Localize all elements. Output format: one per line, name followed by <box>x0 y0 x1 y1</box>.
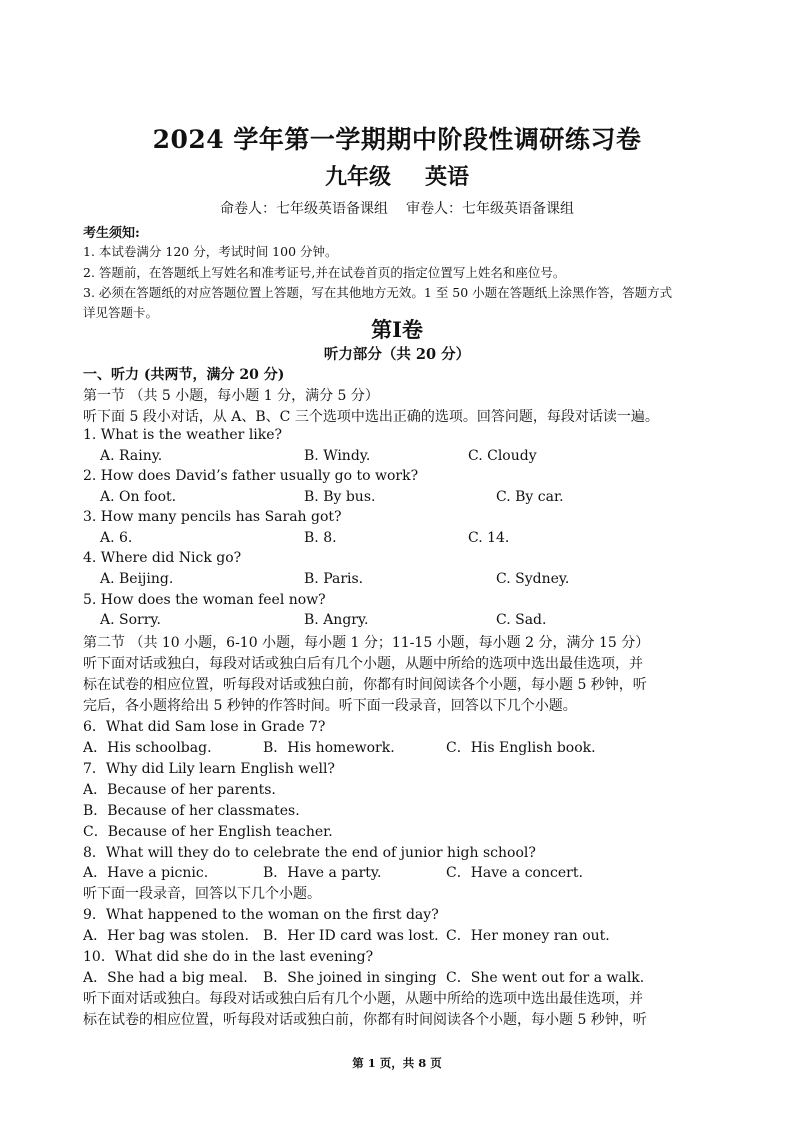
option-9c: C．Her money ran out. <box>446 928 610 944</box>
subject-label: 英语 <box>425 164 470 190</box>
question-4: 4. Where did Nick go? <box>83 550 242 566</box>
option-10c: C．She went out for a walk. <box>446 970 645 986</box>
section2-heading: 第二节 （共 10 小题，6-10 小题，每小题 1 分；11-15 小题，每小题 2 分，满分 15 分） <box>83 635 650 651</box>
option-2b: B. By bus. <box>304 489 376 505</box>
notice-item-1: 1. 本试卷满分 120 分，考试时间 100 分钟。 <box>83 244 338 259</box>
section2-instruction-3: 完后，各小题将给出 5 秒钟的作答时间。听下面一段录音，回答以下几个小题。 <box>83 698 577 714</box>
option-7a: A．Because of her parents. <box>83 782 276 798</box>
mid-instruction: 听下面一段录音，回答以下几个小题。 <box>83 886 321 902</box>
option-8b: B．Have a party. <box>263 865 382 881</box>
reviewer-text: 审卷人：七年级英语备课组 <box>406 201 574 217</box>
question-10: 10．What did she do in the last evening? <box>83 949 374 965</box>
option-5a: A. Sorry. <box>100 612 161 628</box>
option-7b: B．Because of her classmates. <box>83 803 300 819</box>
question-1: 1. What is the weather like? <box>83 427 283 443</box>
option-9a: A．Her bag was stolen. <box>83 928 249 944</box>
question-8: 8．What will they do to celebrate the end of junior high school? <box>83 845 536 861</box>
option-7c: C．Because of her English teacher. <box>83 824 333 840</box>
option-3a: A. 6. <box>100 530 133 546</box>
option-6a: A．His schoolbag. <box>83 740 212 756</box>
part-title: 第Ⅰ卷 <box>371 317 423 342</box>
option-8c: C．Have a concert. <box>446 865 583 881</box>
option-4a: A. Beijing. <box>100 571 174 587</box>
author-line <box>0 198 794 218</box>
option-1c: C. Cloudy <box>468 448 537 464</box>
question-3: 3. How many pencils has Sarah got? <box>83 509 342 525</box>
grade-label: 九年级 <box>324 164 391 190</box>
option-9b: B．Her ID card was lost. <box>263 928 439 944</box>
page-number: 第 1 页，共 8 页 <box>352 1056 442 1070</box>
option-4b: B. Paris. <box>304 571 364 587</box>
option-1a: A. Rainy. <box>100 448 163 464</box>
setter-text: 命卷人：七年级英语备课组 <box>220 201 388 217</box>
listening-heading: 一、听力 (共两节，满分 20 分) <box>83 367 285 383</box>
exam-title: 2024 学年第一学期期中阶段性调研练习卷 <box>152 125 642 154</box>
question-2: 2. How does David’s father usually go to work? <box>83 468 419 484</box>
question-9: 9．What happened to the woman on the first day? <box>83 907 439 923</box>
notice-item-2: 2. 答题前，在答题纸上写姓名和准考证号,并在试卷首页的指定位置写上姓名和座位号。 <box>83 265 566 280</box>
notice-heading: 考生须知: <box>83 226 140 241</box>
option-10b: B．She joined in singing <box>263 970 437 986</box>
section2-instruction-1: 听下面对话或独白，每段对话或独白后有几个小题，从题中所给的选项中选出最佳选项，并 <box>83 656 643 672</box>
end-instruction-1: 听下面对话或独白。每段对话或独白后有几个小题，从题中所给的选项中选出最佳选项，并 <box>83 991 643 1007</box>
notice-item-3-cont: 详见答题卡。 <box>83 305 159 320</box>
option-6c: C．His English book. <box>446 740 596 756</box>
grade-subject <box>0 160 794 191</box>
section1-heading: 第一节 （共 5 小题，每小题 1 分，满分 5 分） <box>83 388 379 404</box>
option-2a: A. On foot. <box>100 489 177 505</box>
option-6b: B．His homework. <box>263 740 395 756</box>
section1-instruction: 听下面 5 段小对话，从 A、B、C 三个选项中选出正确的选项。回答问题，每段对话读一遍。 <box>83 409 659 425</box>
option-5c: C. Sad. <box>496 612 547 628</box>
option-3c: C. 14. <box>468 530 510 546</box>
question-5: 5. How does the woman feel now? <box>83 592 326 608</box>
option-3b: B. 8. <box>304 530 337 546</box>
question-7: 7．Why did Lily learn English well? <box>83 761 335 777</box>
option-4c: C. Sydney. <box>496 571 570 587</box>
section2-instruction-2: 标在试卷的相应位置，听每段对话或独白前，你都有时间阅读各个小题，每小题 5 秒钟，听 <box>83 677 647 693</box>
end-instruction-2: 标在试卷的相应位置，听每段对话或独白前，你都有时间阅读各个小题，每小题 5 秒钟，听 <box>83 1012 647 1028</box>
question-6: 6．What did Sam lose in Grade 7? <box>83 719 326 735</box>
option-5b: B. Angry. <box>304 612 369 628</box>
option-10a: A．She had a big meal. <box>83 970 248 986</box>
option-8a: A．Have a picnic. <box>83 865 209 881</box>
option-2c: C. By car. <box>496 489 564 505</box>
part-subtitle: 听力部分（共 20 分） <box>323 346 471 363</box>
notice-item-3: 3. 必须在答题纸的对应答题位置上答题，写在其他地方无效。1 至 50 小题在答题纸上涂黑作答，答题方式 <box>83 285 673 300</box>
option-1b: B. Windy. <box>304 448 371 464</box>
